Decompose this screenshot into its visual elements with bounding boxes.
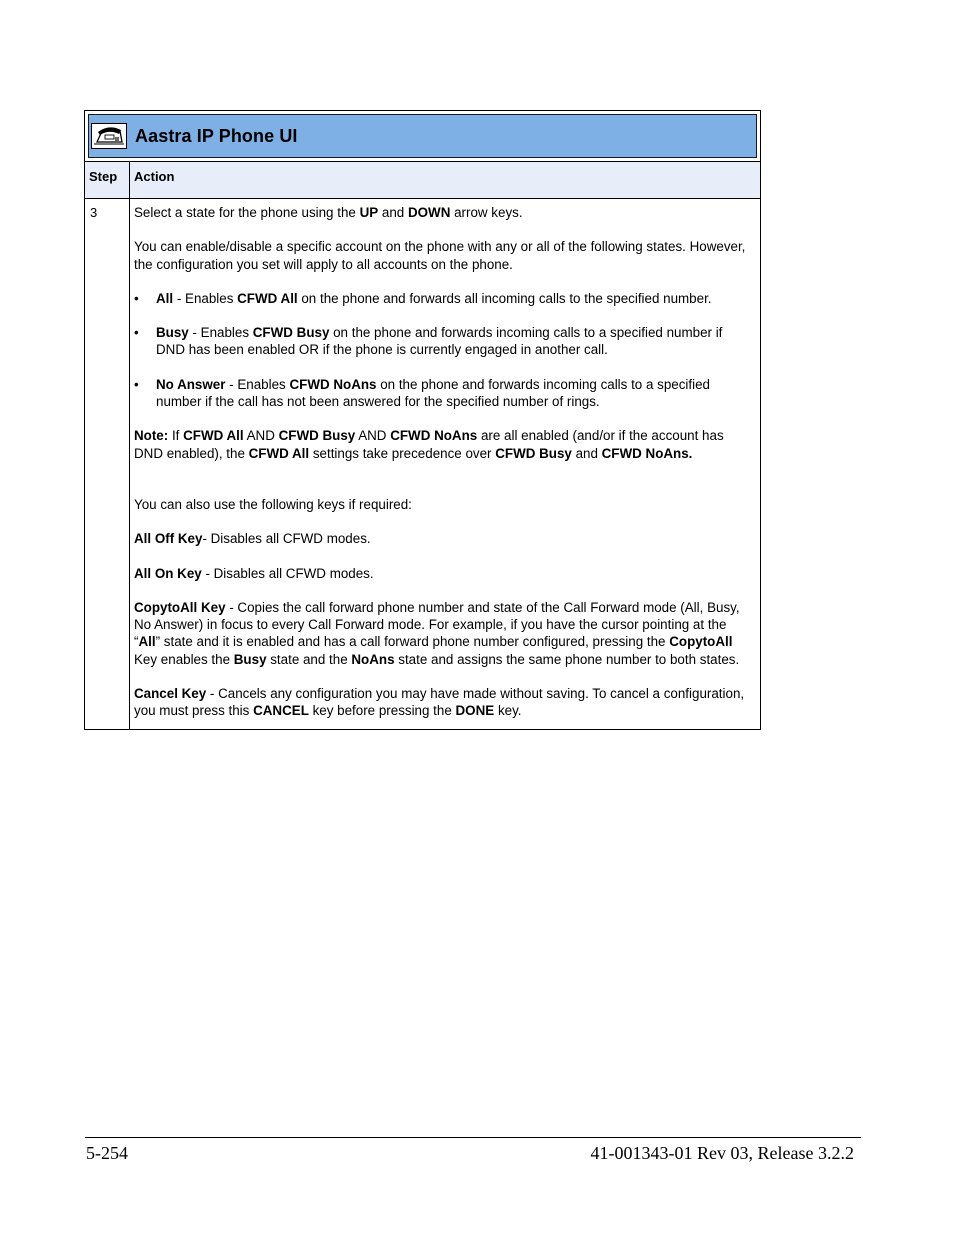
paragraph-cancel-key: Cancel Key - Cancels any configuration you may have made without saving. To cancel a configuration, you must press this CANCEL key before pressing the DONE key. [134, 686, 745, 719]
list-item-all: • All - Enables CFWD All on the phone and forwards all incoming calls to the specified number. [134, 290, 712, 306]
paragraph-all-on-key: All On Key - Disables all CFWD modes. [134, 565, 374, 581]
page-number: 5-254 [86, 1143, 128, 1163]
paragraph-copytoall-key: CopytoAll Key - Copies the call forward phone number and state of the Call Forward mode (All, Busy, No Answer) in focus to every Call Forward mode. For example, if you have the cursor pointing at the “All” state and it is enabled and has a call forward phone number configured, pressing the CopytoAll Key enables the Busy state and the NoAns state and assigns the same phone number to both states. [134, 599, 740, 667]
telephone-icon [91, 123, 127, 149]
document-id: 41-001343-01 Rev 03, Release 3.2.2 [590, 1143, 854, 1163]
list-item-busy: • Busy - Enables CFWD Busy on the phone and forwards incoming calls to a specified number if DND has been enabled OR if the phone is currently engaged in another call. [134, 325, 723, 358]
note-paragraph: Note: If CFWD All AND CFWD Busy AND CFWD NoAns are all enabled (and/or if the account has DND enabled), the CFWD All settings take precedence over CFWD Busy and CFWD NoAns. [134, 428, 724, 461]
footer-rule [85, 1137, 861, 1138]
action-cell [130, 199, 760, 729]
header-action: Action [134, 169, 175, 184]
banner-title: Aastra IP Phone UI [135, 125, 298, 146]
paragraph-keys-intro: You can also use the following keys if required: [134, 496, 412, 512]
list-item-no-answer: • No Answer - Enables CFWD NoAns on the phone and forwards incoming calls to a specified number if the call has not been answered for the specified number of rings. [134, 376, 710, 410]
procedure-table [84, 110, 761, 730]
step-number: 3 [85, 199, 130, 729]
header-step: Step [85, 162, 130, 198]
paragraph-all-off-key: All Off Key- Disables all CFWD modes. [134, 531, 371, 547]
banner-frame [85, 111, 760, 162]
banner [88, 114, 757, 158]
paragraph-select-state: Select a state for the phone using the UP and DOWN arrow keys. [134, 205, 523, 220]
table-header [85, 162, 760, 199]
paragraph-states-intro: You can enable/disable a specific account on the phone with any or all of the following states. However, the configuration you set will apply to all accounts on the phone. [134, 239, 746, 272]
table-row [85, 199, 760, 729]
